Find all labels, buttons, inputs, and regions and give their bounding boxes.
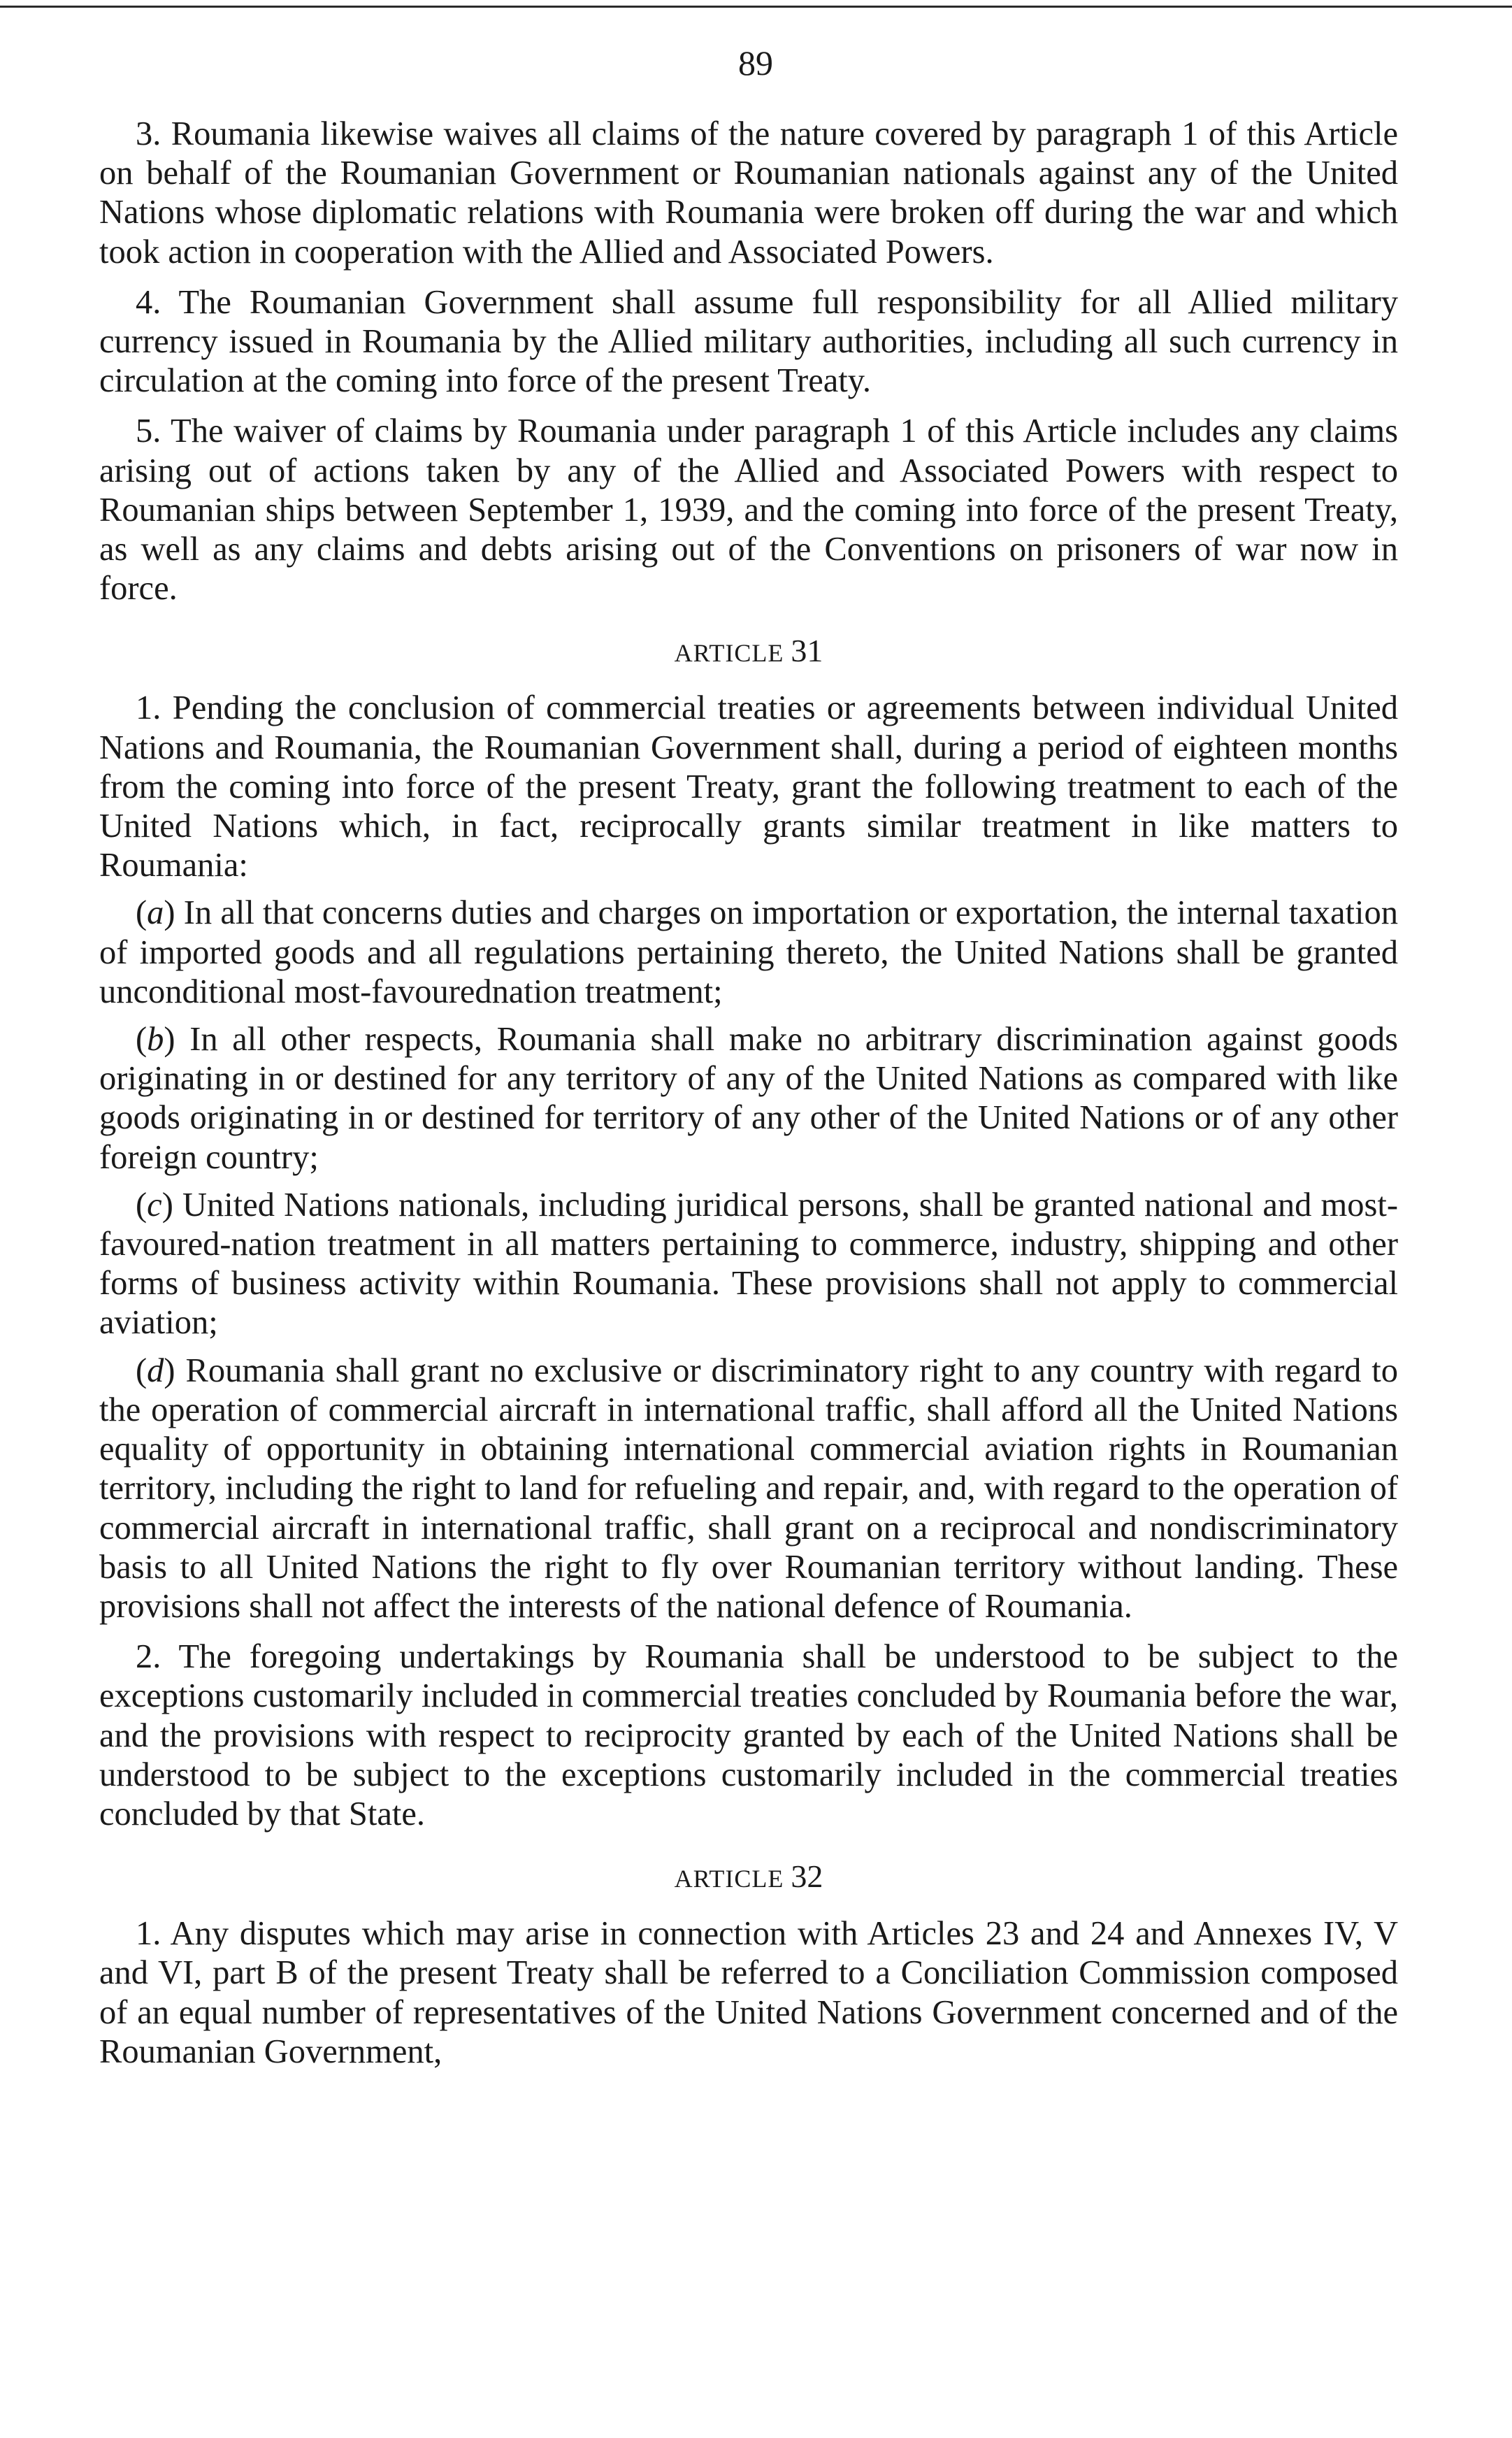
paragraph-text: Roumania likewise waives all claims of the nature covered by paragraph 1 of this Article on behalf of the Roumanian Government or Roumanian nationals against any of the United Nations whose diplomatic relations with Roumania were broken off during the war and which took action in cooperation with the Allied and Associated Powers.	[99, 115, 1399, 271]
paragraph-3	[99, 115, 1398, 272]
article-31-item-b	[99, 1020, 1398, 1177]
article-31-heading	[99, 633, 1398, 671]
article-label: ARTICLE	[674, 639, 784, 668]
paragraph-number: 1.	[136, 1915, 161, 1953]
paragraph-text: The Roumanian Government shall assume full responsibility for all Allied military currency issued in Roumania by the Allied military authorities, including all such currency in circulation at the coming into force of the present Treaty.	[99, 283, 1398, 400]
item-label: (b)	[136, 1021, 175, 1059]
item-text: United Nations nationals, including juridical persons, shall be granted national and most-favoured-nation treatment in all matters pertaining to commerce, industry, shipping and other forms of business activity within Roumania. These provisions shall not apply to commercial aviation;	[99, 1186, 1399, 1342]
paragraph-5	[99, 412, 1398, 608]
page-number: 89	[738, 43, 773, 83]
paragraph-number: 5.	[136, 413, 161, 450]
item-label: (d)	[136, 1351, 175, 1389]
document-page	[99, 28, 1398, 2083]
paragraph-4	[99, 283, 1398, 401]
article-31-item-a	[99, 894, 1398, 1012]
article-number: 32	[791, 1858, 823, 1895]
paragraph-text: Any disputes which may arise in connection with Articles 23 and 24 and Annexes IV, V and VI, part B of the present Treaty shall be referred to a Conciliation Commission composed of an equal number of representatives of the United Nations Government concerned and of the Roumanian Government,	[99, 1915, 1398, 2070]
item-text: In all that concerns duties and charges on importation or exportation, the internal taxation of imported goods and all regulations pertaining thereto, the United Nations shall be granted unconditional most-favourednation treatment;	[99, 894, 1398, 1010]
item-text: Roumania shall grant no exclusive or discriminatory right to any country with regard to the operation of commercial aircraft in international traffic, shall afford all the United Nations equality of opportunity in obtaining international commercial aviation rights in Roumanian territory, including the right to land for refueling and repair, and, with regard to the operation of commercial aircraft in international traffic, shall grant on a reciprocal and nondiscriminatory basis to all United Nations the right to fly over Roumanian territory without landing. These provisions shall not affect the interests of the national defence of Roumania.	[99, 1351, 1398, 1625]
article-31-item-c	[99, 1186, 1398, 1343]
paragraph-number: 3.	[136, 115, 161, 152]
article-31-paragraph-1	[99, 689, 1398, 885]
item-label: (a)	[136, 894, 175, 932]
paragraph-number: 4.	[136, 283, 161, 321]
paragraph-number: 1.	[136, 689, 161, 727]
article-32-heading	[99, 1859, 1398, 1896]
article-31-paragraph-2	[99, 1637, 1398, 1834]
paragraph-number: 2.	[136, 1638, 161, 1676]
article-31-item-d	[99, 1351, 1398, 1626]
article-number: 31	[791, 633, 823, 669]
article-32-paragraph-1	[99, 1914, 1398, 2072]
paragraph-text: The foregoing undertakings by Roumania shall be understood to be subject to the exceptions customarily included in commercial treaties concluded by Roumania before the war, and the provisions with respect to reciprocity granted by each of the United Nations shall be understood to be subject to the exceptions customarily included in the commercial treaties concluded by that State.	[99, 1638, 1398, 1833]
top-rule	[0, 6, 1512, 8]
article-label: ARTICLE	[674, 1865, 784, 1893]
item-text: In all other respects, Roumania shall make no arbitrary discrimination against goods originating in or destined for any territory of any of the United Nations as compared with like goods originating in or destined for territory of any other of the United Nations or of any other foreign country;	[99, 1021, 1399, 1176]
paragraph-text: The waiver of claims by Roumania under paragraph 1 of this Article includes any claims arising out of actions taken by any of the Allied and Associated Powers with respect to Roumanian ships between September 1, 1939, and the coming into force of the present Treaty, as well as any claims and debts arising out of the Conventions on prisoners of war now in force.	[99, 413, 1399, 608]
item-label: (c)	[136, 1186, 173, 1224]
paragraph-text: Pending the conclusion of commercial treaties or agreements between individual United Nations and Roumania, the Roumanian Government shall, during a period of eighteen months from the coming into force of the present Treaty, grant the following treatment to each of the United Nations which, in fact, reciprocally grants similar treatment in like matters to Roumania:	[99, 689, 1398, 884]
